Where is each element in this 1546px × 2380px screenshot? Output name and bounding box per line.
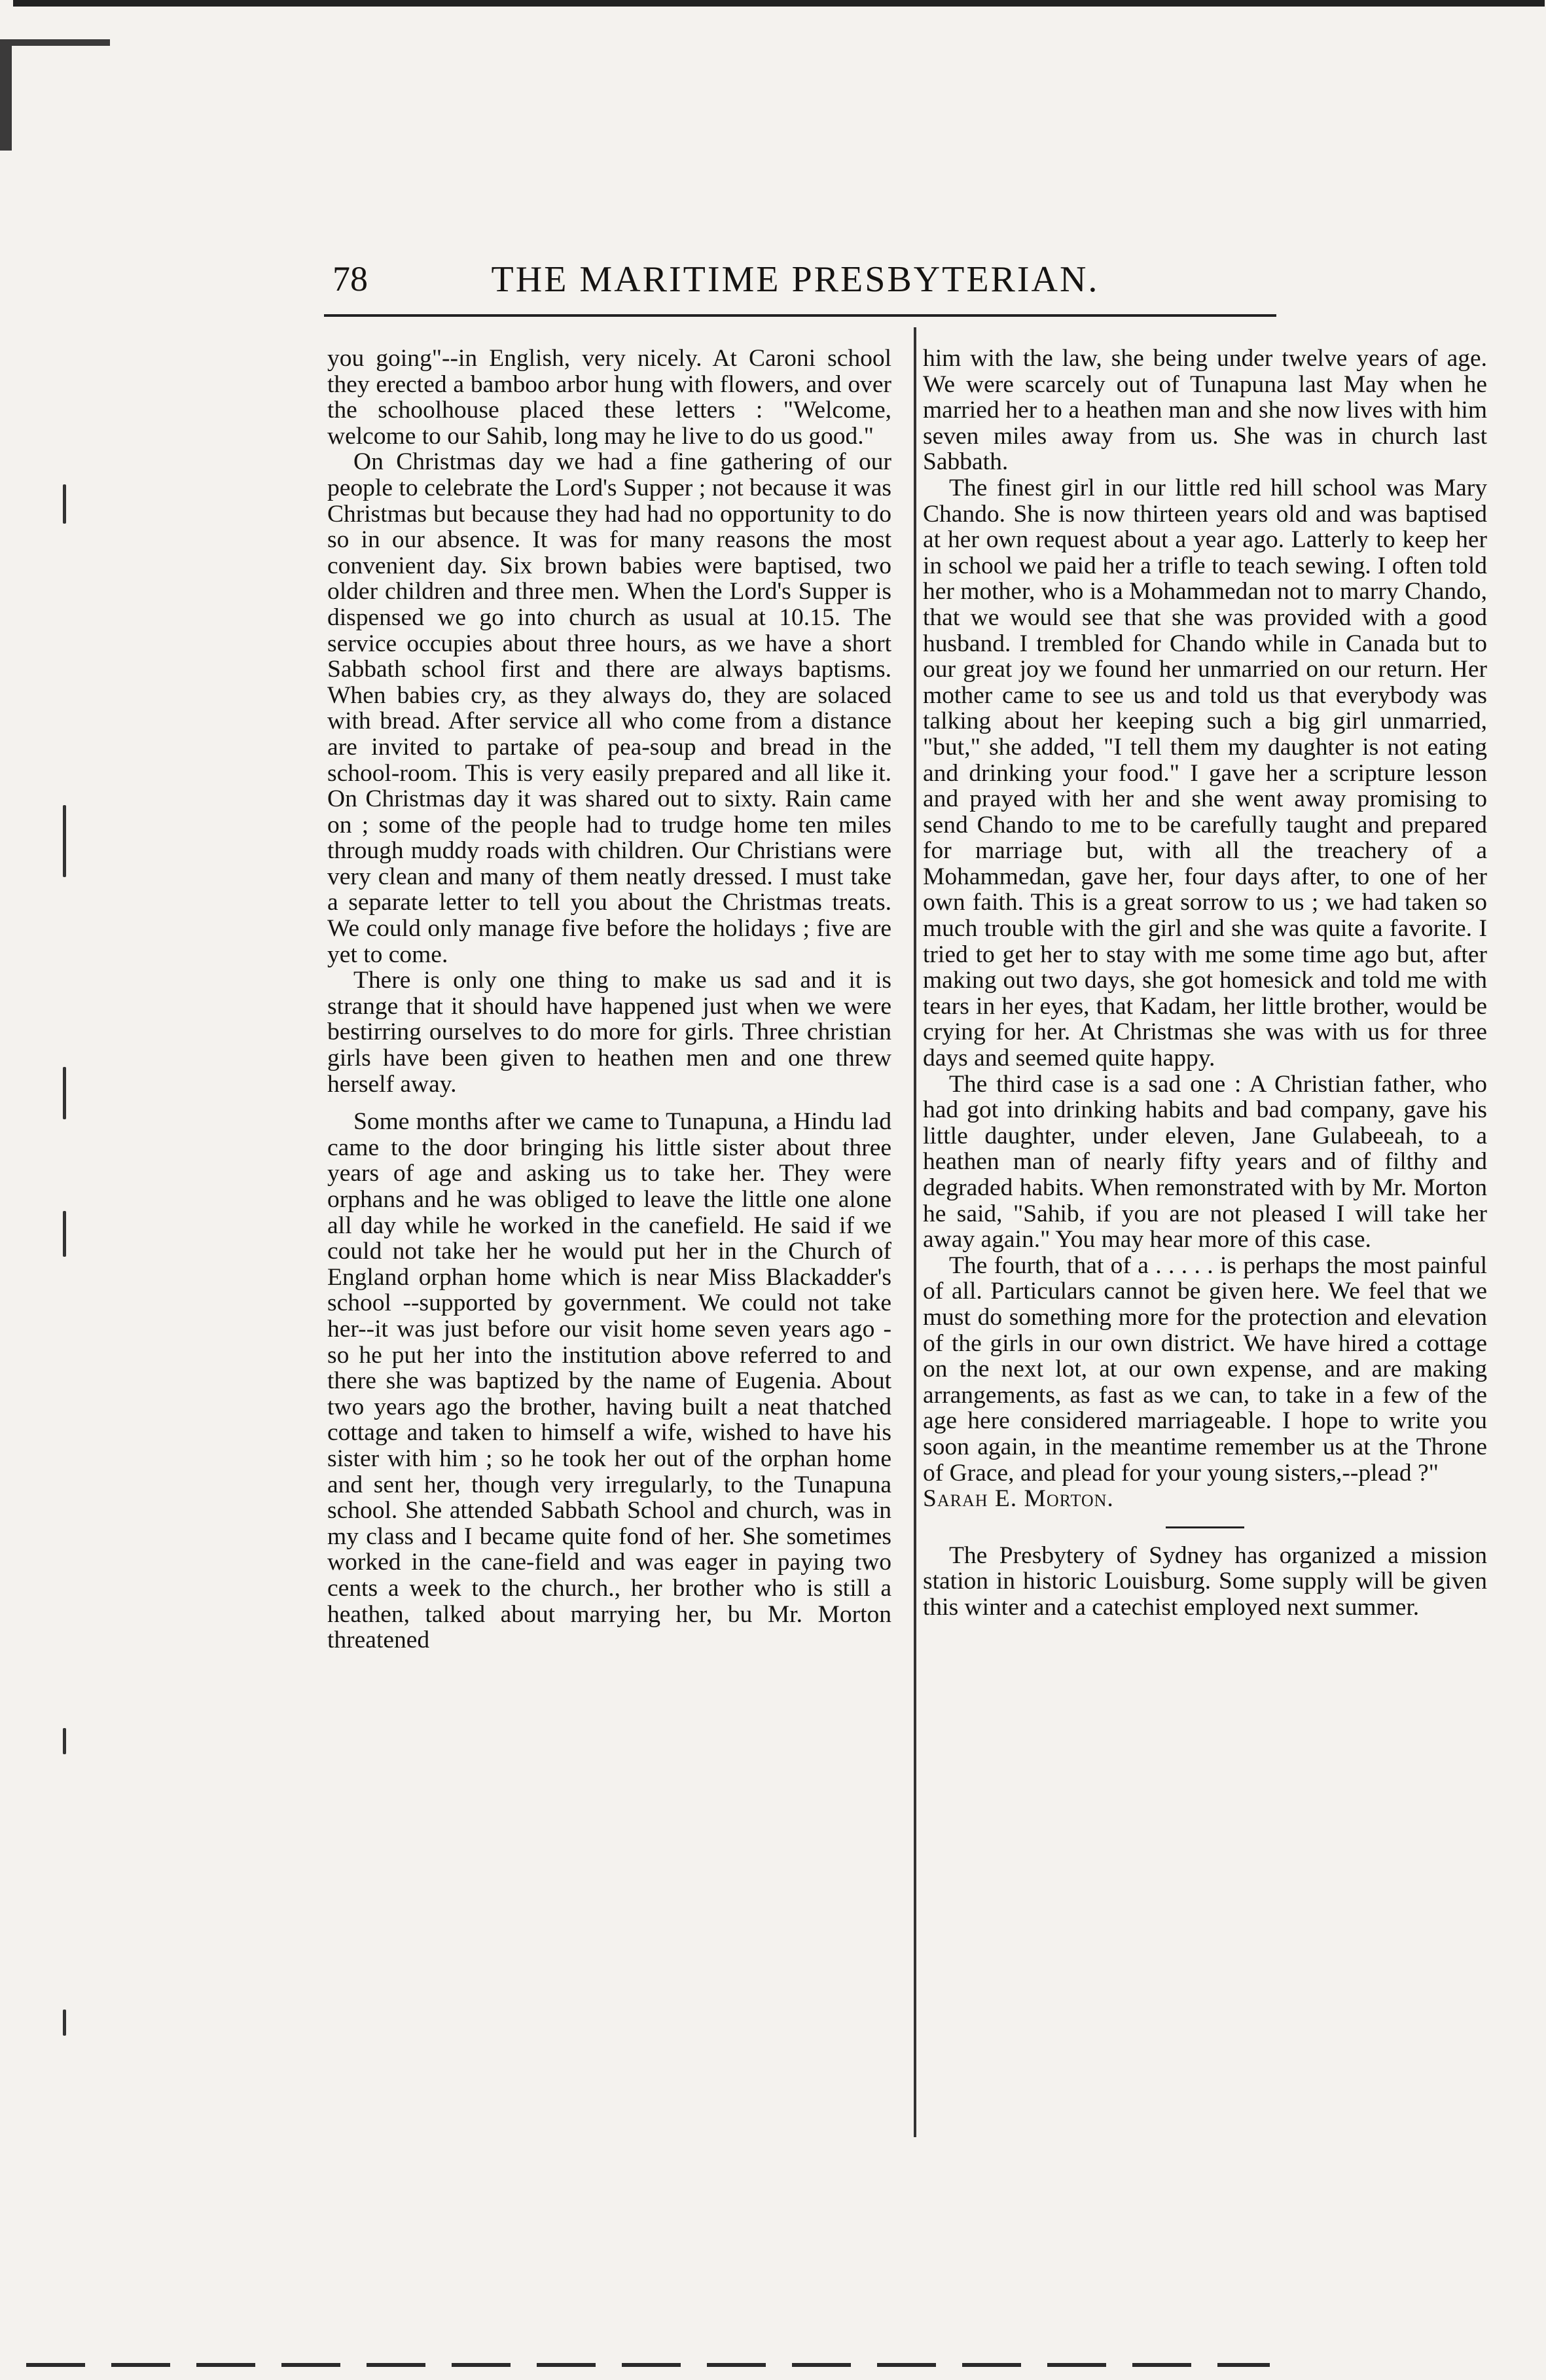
page-header	[314, 259, 1276, 311]
scan-edge-top	[13, 0, 1545, 7]
scan-corner-mark	[0, 39, 110, 151]
left-column	[327, 346, 891, 1653]
paragraph: Some months after we came to Tunapuna, a Hindu lad came to the door bringing his little sister about three years of age and asking us to take her. They were orphans and he was obliged to leave the little one alone all day while he worked in the canefield. He said if we could not take her he would put her in the Church of England orphan home which is near Miss Blackadder's school --supported by government. We could not take her--it was just before our visit home seven years ago - so he put her into the institution above referred to and there she was baptized by the name of Eugenia. About two years ago the brother, having built a neat thatched cottage and taken to himself a wife, wished to have his sister with him ; so he took her out of the orphan home and sent her, though very irregularly, to the Tunapuna school. She attended Sabbath School and church, was in my class and I became quite fond of her. She sometimes worked in the cane-field and was eager in paying two cents a week to the church., her brother who is still a heathen, talked about marrying her, bu Mr. Morton threatened	[327, 1108, 891, 1654]
paragraph: The third case is a sad one : A Christian father, who had got into drinking habits and bad company, gave his little daughter, under eleven, Jane Gulabeeah, to a heathen man of nearly fifty years and of filthy and degraded habits. When remonstrated with by Mr. Morton he said, "Sahib, if you are not pleased I will take her away again." You may hear more of this case.	[923, 1070, 1487, 1253]
page-number: 78	[333, 259, 368, 298]
margin-mark	[63, 484, 66, 524]
margin-mark	[63, 1067, 66, 1119]
scan-edge-bottom	[26, 2363, 1270, 2367]
margin-mark	[63, 2010, 66, 2036]
paragraph: The finest girl in our little red hill school was Mary Chando. She is now thirteen years old and was baptised at her own request about a year ago. Latterly to keep her in school we paid her a trifle to teach sewing. I often told her mother, who is a Mohammedan not to marry Chando, that we would see that she was provided with a good husband. I trembled for Chando while in Canada but to our great joy we found her unmarried on our return. Her mother came to see us and told us that everybody was talking about her keeping such a big girl unmarried, "but," she added, "I tell them my daughter is not eating and drinking your food." I gave her a scripture lesson and prayed with her and she went away promising to send Chando to me to be carefully taught and prepared for marriage but, with all the treachery of a Mohammedan, gave her, four days after, to one of her own faith. This is a great sorrow to us ; we had taken so much trouble with the girl and she was quite a favorite. I tried to get her to stay with me some time ago but, after making out two days, she got homesick and told me with tears in her eyes, that Kadam, her little brother, would be crying for her. At Christmas she was with us for three days and seemed quite happy.	[923, 474, 1487, 1072]
header-rule	[324, 314, 1276, 317]
margin-mark	[63, 1728, 66, 1754]
margin-mark	[63, 1211, 66, 1257]
paragraph: There is only one thing to make us sad and it is strange that it should have happened just when we were bestirring ourselves to do more for girls. Three christian girls have been given to heathen men and one threw herself away.	[327, 967, 891, 1098]
paragraph: you going"--in English, very nicely. At Caroni school they erected a bamboo arbor hung with flowers, and over the schoolhouse placed these letters : "Welcome, welcome to our Sahib, long may he live to do us good."	[327, 345, 891, 450]
signature: Sarah E. Morton.	[923, 1485, 1114, 1513]
paragraph: On Christmas day we had a fine gathering of our people to celebrate the Lord's Supper ; not because it was Christmas but because they had had no opportunity to do so in our absence. It was for many reasons the most convenient day. Six brown babies were baptised, two older children and three men. When the Lord's Supper is dispensed we go into church as usual at 10.15. The service occupies about three hours, as we have a short Sabbath school first and there are always baptisms. When babies cry, as they always do, they are solaced with bread. After service all who come from a distance are invited to partake of pea-soup and bread in the school-room. This is very easily prepared and all like it. On Christmas day it was shared out to sixty. Rain came on ; some of the people had to trudge home ten miles through muddy roads with children. Our Christians were very clean and many of them neatly dressed. I must take a separate letter to tell you about the Christmas treats. We could only manage five before the holidays ; five are yet to come.	[327, 448, 891, 968]
margin-mark	[63, 805, 66, 877]
notice-paragraph: The Presbytery of Sydney has organized a mission station in historic Louisburg. Some supply will be given this winter and a catechist employed next summer.	[923, 1542, 1487, 1621]
paragraph: The fourth, that of a . . . . . is perhaps the most painful of all. Particulars cannot be given here. We feel that we must do something more for the protection and elevation of the girls in our own district. We have hired a cottage on the next lot, at our own expense, and are making arrangements, as fast as we can, to take in a few of the age here considered marriageable. I hope to write you soon again, in the meantime remember us at the Throne of Grace, and plead for your young sisters,--plead ?"	[923, 1252, 1487, 1487]
paragraph: him with the law, she being under twelve years of age. We were scarcely out of Tunapuna last May when he married her to a heathen man and she now lives with him seven miles away from us. She was in church last Sabbath.	[923, 345, 1487, 476]
section-divider	[1166, 1526, 1244, 1528]
right-column	[923, 346, 1487, 1621]
column-divider	[914, 327, 916, 2137]
running-title: THE MARITIME PRESBYTERIAN.	[491, 259, 1100, 300]
